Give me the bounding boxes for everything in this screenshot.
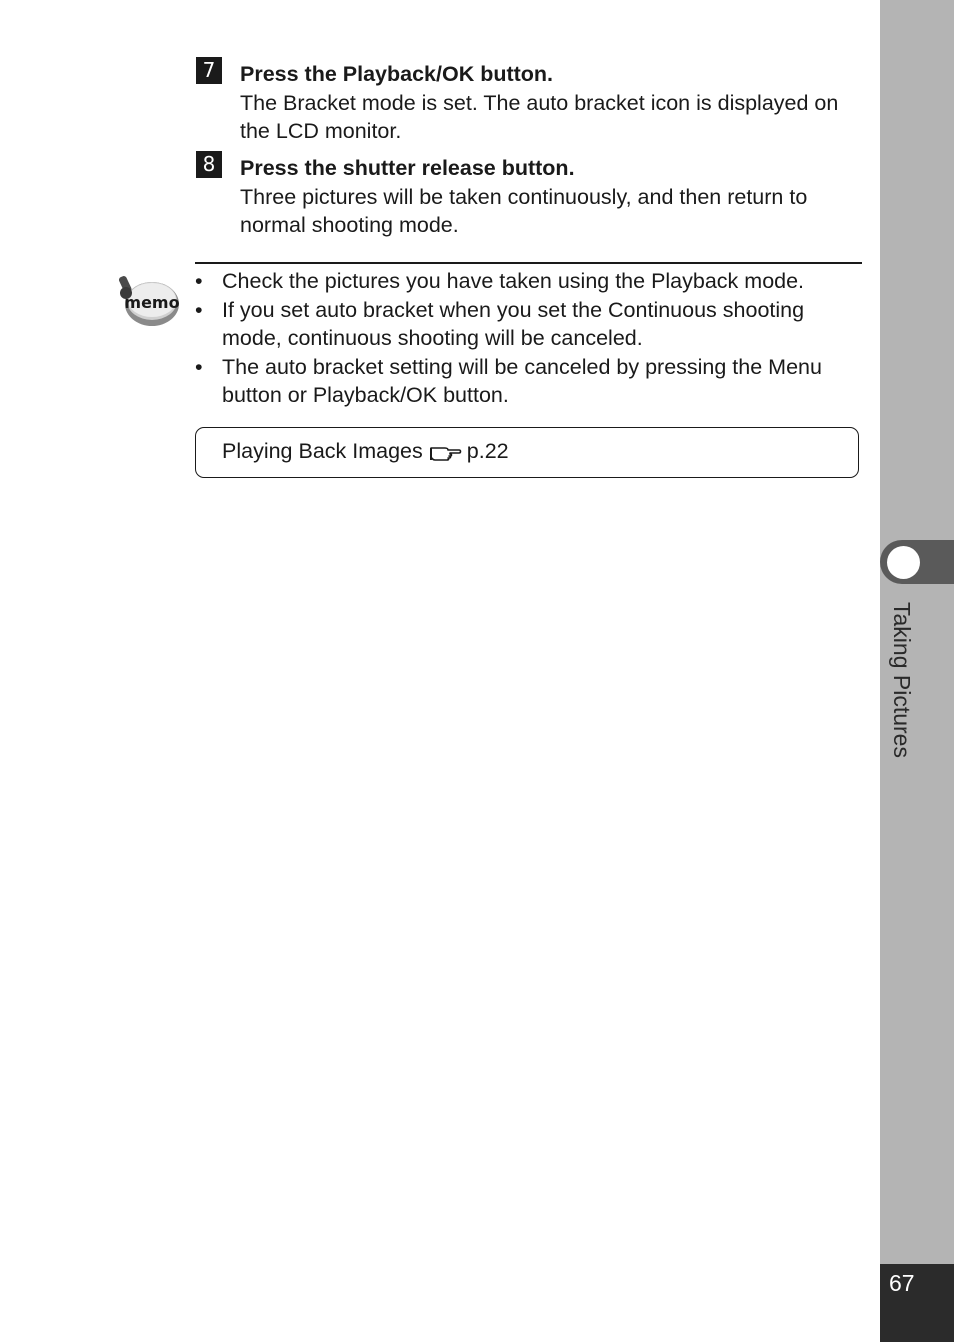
step-number-badge: 7 [196,57,222,84]
memo-item: • The auto bracket setting will be canceled by pressing the Menu button or Playback/OK button. [195,353,865,410]
step-title: Press the Playback/OK button. [240,62,554,86]
chapter-tab [880,540,954,584]
step-body: The Bracket mode is set. The auto bracket icon is displayed on the LCD monitor. [240,90,839,143]
step-body: Three pictures will be taken continuously, and then return to normal shooting mode. [240,184,808,237]
step-title: Press the shutter release button. [240,156,575,180]
step-text [240,60,870,146]
memo-item: • If you set auto bracket when you set the Continuous shooting mode, continuous shooting will be canceled. [195,296,865,353]
chapter-tab-dot [887,546,920,579]
pointing-hand-icon [429,441,463,461]
memo-icon [114,272,184,332]
memo-divider [195,262,862,264]
reference-page[interactable]: p.22 [466,439,509,463]
step-number-badge: 8 [196,151,222,178]
svg-text:memo: memo [124,293,180,312]
memo-list [195,267,865,410]
reference-text[interactable]: Playing Back Images [222,439,423,463]
chapter-title: Taking Pictures [889,602,915,758]
reference-box [195,427,859,478]
step-text [240,154,870,240]
reference-line [222,439,509,464]
memo-item: • Check the pictures you have taken using the Playback mode. [195,267,865,296]
page-number: 67 [889,1270,915,1296]
page-number-box [880,1264,954,1342]
